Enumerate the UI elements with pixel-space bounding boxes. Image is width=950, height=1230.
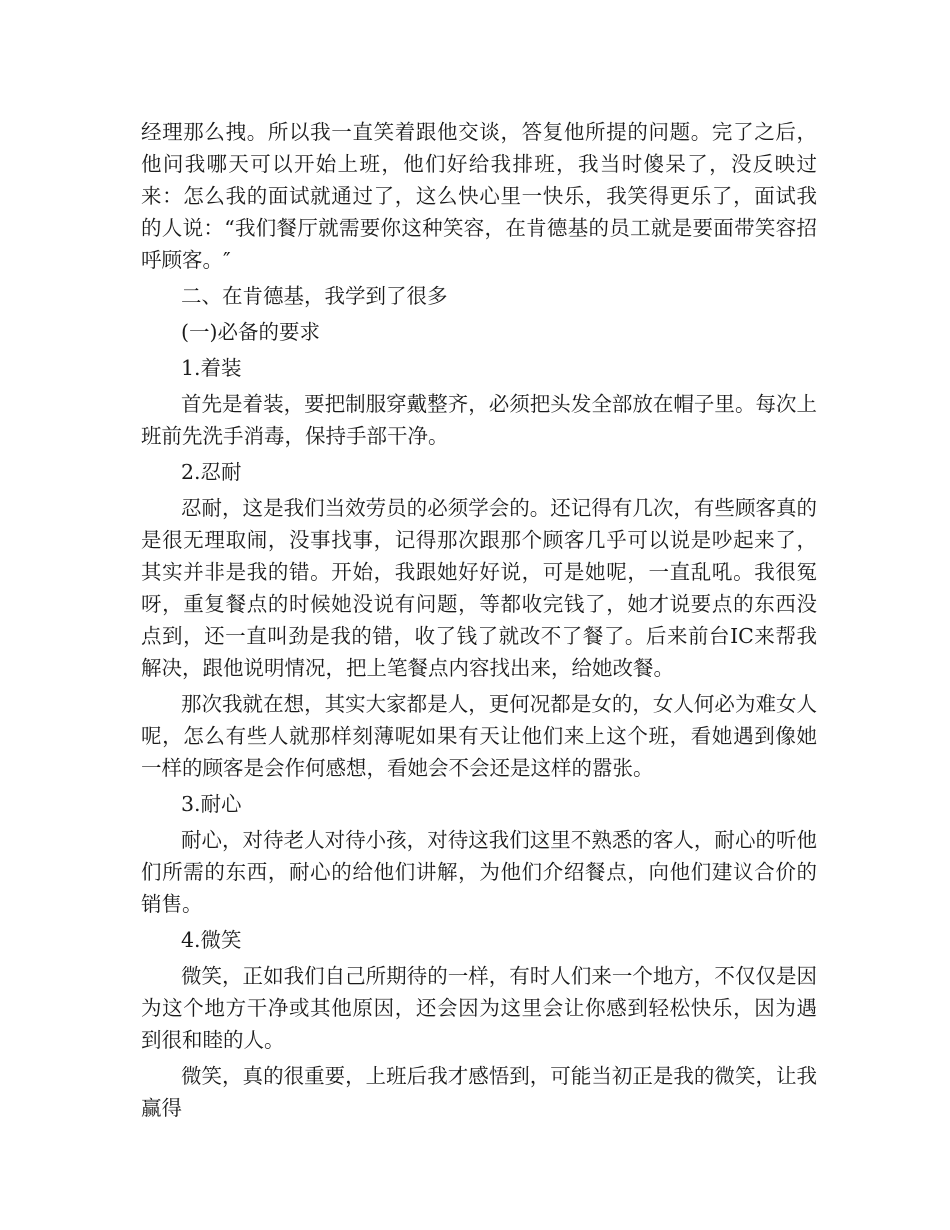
paragraph-interview-continued: 经理那么拽。所以我一直笑着跟他交谈，答复他所提的问题。完了之后，他问我哪天可以开始上班，他们好给我排班，我当时傻呆了，没反映过来：怎么我的面试就通过了，这么快心里一快乐，我笑得更乐了，面试我的人说：“我们餐厅就需要你这种笑容，在肯德基的员工就是要面带笑容招呼顾客。″: [141, 120, 817, 272]
paragraph-endurance: 忍耐，这是我们当效劳员的必须学会的。还记得有几次，有些顾客真的是很无理取闹，没事找事，记得那次跟那个顾客几乎可以说是吵起来了，其实并非是我的错。开始，我跟她好好说，可是她呢，一直乱吼。我很冤呀，重复餐点的时候她没说有问题，等都收完钱了，她才说要点的东西没点到，还一直叫劲是我的错，收了钱了就改不了餐了。后来前台IC来帮我解决，跟他说明情况，把上笔餐点内容找出来，给她改餐。: [141, 496, 817, 680]
heading-smile: 4.微笑: [181, 928, 242, 952]
heading-patience-endurance: 2.忍耐: [181, 460, 242, 484]
paragraph-smile-important: 微笑，真的很重要，上班后我才感悟到，可能当初正是我的微笑，让我赢得: [141, 1064, 817, 1120]
heading-learned-at-kfc: 二、在肯德基，我学到了很多: [181, 284, 448, 308]
heading-patience: 3.耐心: [181, 792, 242, 816]
paragraph-reflection: 那次我就在想，其实大家都是人，更何况都是女的，女人何必为难女人呢，怎么有些人就那样刻薄呢如果有天让他们来上这个班，看她遇到像她一样的顾客是会作何感想，看她会不会还是这样的嚣张。: [141, 692, 817, 780]
heading-requirements: (一)必备的要求: [181, 320, 320, 344]
heading-attire: 1.着装: [181, 356, 242, 380]
paragraph-patience: 耐心，对待老人对待小孩，对待这我们这里不熟悉的客人，耐心的听他们所需的东西，耐心的给他们讲解，为他们介绍餐点，向他们建议合价的销售。: [141, 828, 817, 916]
paragraph-smile: 微笑，正如我们自己所期待的一样，有时人们来一个地方，不仅仅是因为这个地方干净或其他原因，还会因为这里会让你感到轻松快乐，因为遇到很和睦的人。: [141, 964, 817, 1052]
paragraph-attire: 首先是着装，要把制服穿戴整齐，必须把头发全部放在帽子里。每次上班前先洗手消毒，保持手部干净。: [141, 392, 817, 448]
document-page: [141, 116, 817, 1128]
